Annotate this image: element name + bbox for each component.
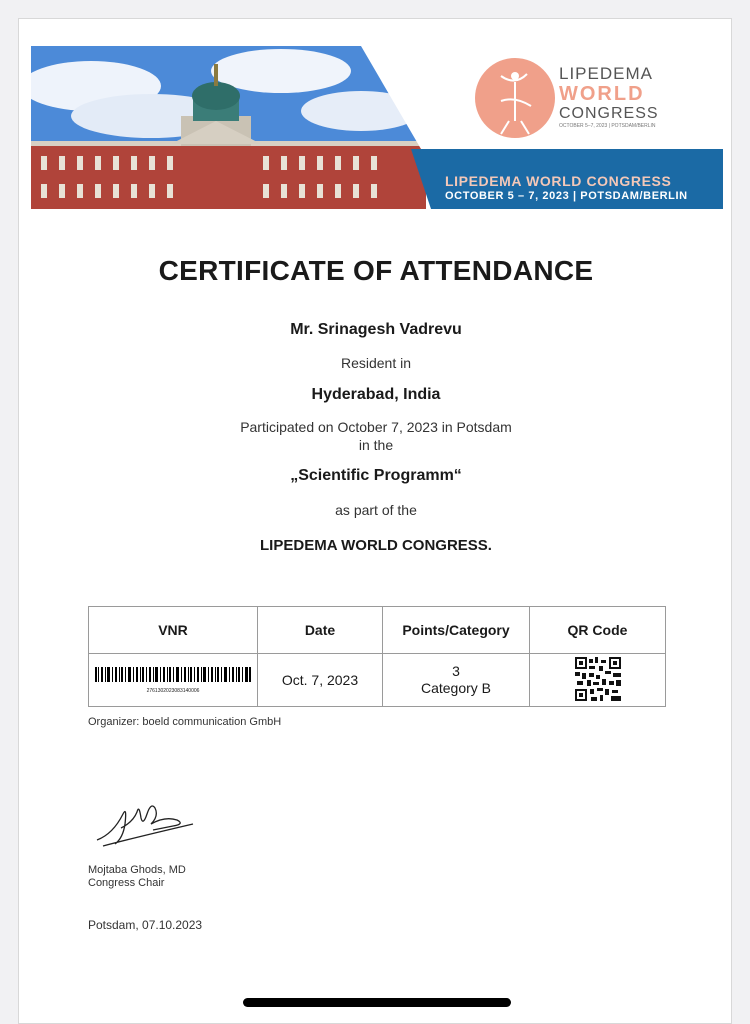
participation-text: Participated on October 7, 2023 in Potsdam [240,419,512,435]
organizer-text: Organizer: boeld communication GmbH [88,716,282,728]
program-name: „Scientific Programm“ [290,467,462,484]
qr-code-icon [575,657,621,701]
logo-line-3: CONGRESS [559,105,659,122]
logo-small-dates: OCTOBER 5–7, 2023 | POTSDAM/BERLIN [559,123,656,129]
attendee-name: Mr. Srinagesh Vadrevu [290,321,462,338]
banner-strip-title: LIPEDEMA WORLD CONGRESS [445,173,672,189]
table-row [89,654,666,707]
barcode-icon [95,667,251,689]
in-the-text: in the [358,437,394,453]
date-cell: Oct. 7, 2023 [258,654,383,707]
attendee-location: Hyderabad, India [311,386,441,403]
place-date: Potsdam, 07.10.2023 [88,918,203,932]
signatory-role: Congress Chair [88,877,165,889]
points-cell [383,654,530,707]
signatory-block [88,864,186,890]
logo-line-1: LIPEDEMA [559,64,653,83]
home-indicator[interactable] [243,998,511,1007]
credits-table [88,606,666,707]
signature-image [93,794,203,856]
vnr-number: 2761302023083140006 [146,687,200,694]
congress-logo [559,65,719,130]
qr-cell [530,654,666,707]
banner-strip-subtitle: OCTOBER 5 – 7, 2023 | POTSDAM/BERLIN [445,190,688,202]
banner-strip [445,173,725,203]
header-qr: QR Code [530,607,666,654]
header-points: Points/Category [383,607,530,654]
table-header-row [89,607,666,654]
logo-line-2: WORLD [559,83,645,105]
signatory-name: Mojtaba Ghods, MD [88,864,186,876]
resident-label: Resident in [340,355,412,371]
points-value: 3 [452,663,460,679]
header-date: Date [258,607,383,654]
certificate-title: CERTIFICATE OF ATTENDANCE [158,255,594,286]
category-value: Category B [420,680,492,696]
certificate-page [18,18,732,1024]
header-vnr: VNR [89,607,258,654]
vnr-cell [89,654,258,707]
part-of-text: as part of the [335,502,417,518]
congress-name: LIPEDEMA WORLD CONGRESS. [260,537,492,554]
